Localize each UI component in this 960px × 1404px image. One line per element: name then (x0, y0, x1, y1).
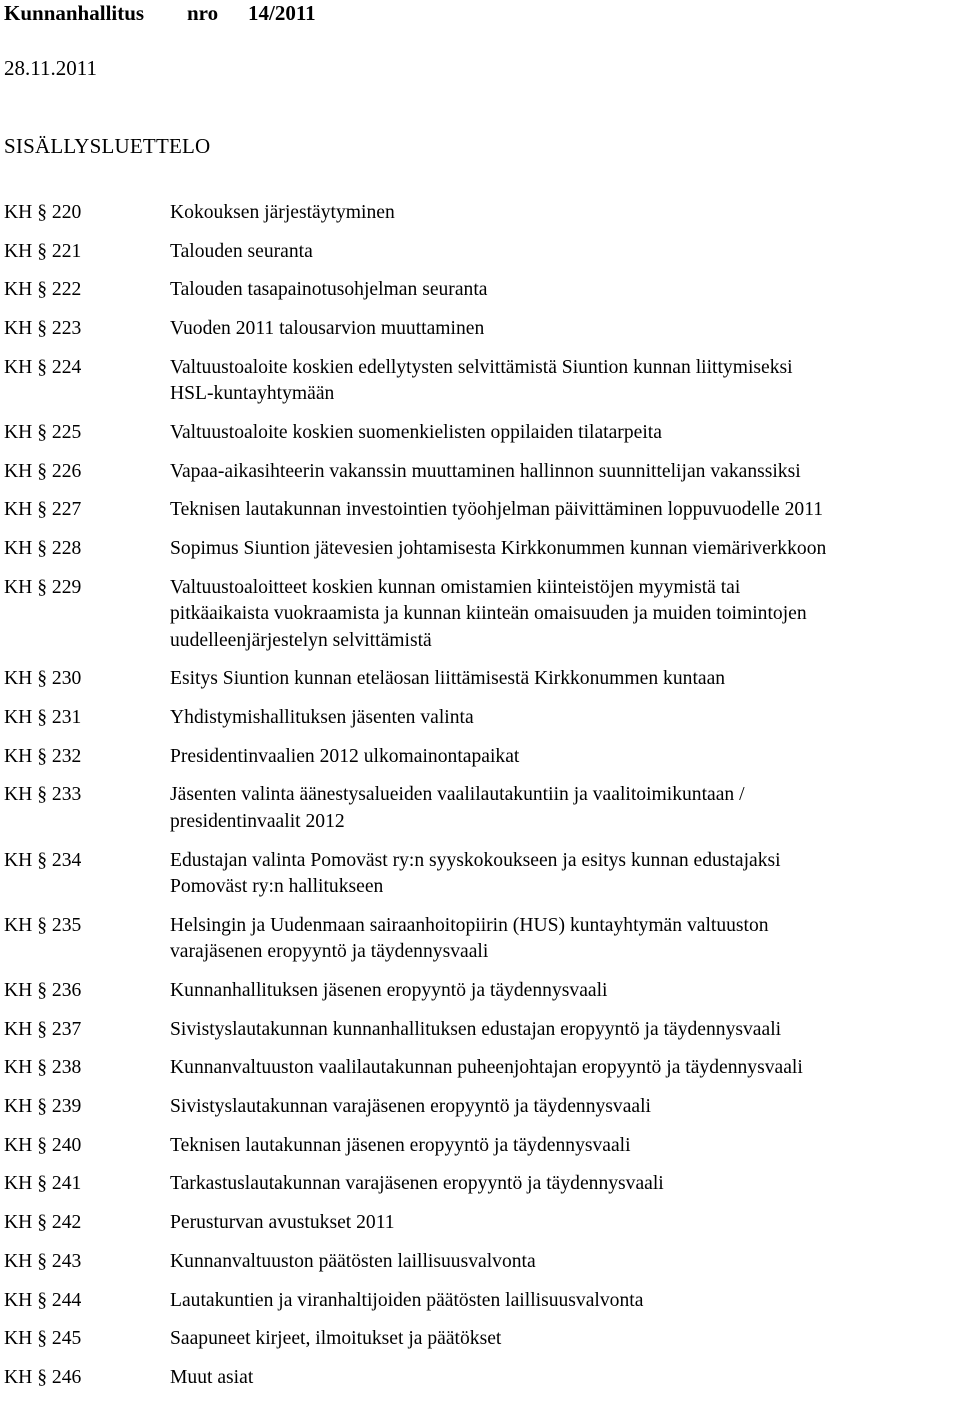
toc-entry-title-line: Kunnanvaltuuston vaalilautakunnan puheenjohtajan eropyyntö ja täydennysvaali (170, 1057, 803, 1079)
toc-entry (4, 536, 956, 563)
toc-entry-title (170, 1210, 956, 1237)
toc-entry (4, 1094, 956, 1121)
toc-entry-number: KH § 223 (4, 318, 82, 340)
table-of-contents (4, 200, 956, 1404)
toc-entry (4, 1249, 956, 1276)
toc-entry (4, 239, 956, 266)
toc-entry-title-line: Teknisen lautakunnan investointien työohjelman päivittäminen loppuvuodelle 2011 (170, 499, 824, 521)
toc-entry-title-line: Valtuustoaloitteet koskien kunnan omistamien kiinteistöjen myymistä tai (170, 576, 741, 598)
toc-entry-title (170, 705, 956, 732)
toc-entry-title-line: Muut asiat (170, 1366, 254, 1388)
toc-entry (4, 705, 956, 732)
toc-entry-number: KH § 222 (4, 279, 82, 301)
toc-entry-title (170, 913, 956, 966)
toc-entry-title-line: Saapuneet kirjeet, ilmoitukset ja päätökset (170, 1328, 502, 1350)
toc-entry (4, 497, 956, 524)
toc-entry (4, 575, 956, 655)
toc-entry-number: KH § 245 (4, 1328, 82, 1350)
toc-entry-number: KH § 229 (4, 576, 82, 598)
toc-entry-number: KH § 237 (4, 1018, 82, 1040)
toc-entry-title-line: Sivistyslautakunnan varajäsenen eropyyntö ja täydennysvaali (170, 1096, 652, 1118)
toc-entry-title (170, 1055, 956, 1082)
toc-entry (4, 666, 956, 693)
toc-entry-title (170, 536, 956, 563)
toc-entry-title-line: uudelleenjärjestelyn selvittämistä (170, 629, 432, 651)
toc-entry (4, 848, 956, 901)
toc-entry (4, 200, 956, 227)
toc-entry (4, 355, 956, 408)
toc-entry-title (170, 782, 956, 835)
toc-entry-number: KH § 242 (4, 1212, 82, 1234)
toc-entry-title-line: Vapaa-aikasihteerin vakanssin muuttaminen hallinnon suunnittelijan vakanssiksi (170, 460, 801, 482)
header-number-value: 14/2011 (248, 1, 316, 25)
toc-entry-number: KH § 220 (4, 202, 82, 223)
toc-entry-title (170, 1171, 956, 1198)
toc-entry-title (170, 316, 956, 343)
toc-entry-title-line: Yhdistymishallituksen jäsenten valinta (170, 707, 474, 729)
toc-entry-number: KH § 233 (4, 784, 82, 806)
toc-entry-number: KH § 224 (4, 356, 82, 378)
toc-entry-title (170, 239, 956, 266)
toc-entry-title (170, 848, 956, 901)
toc-entry-title (170, 978, 956, 1005)
toc-entry-number: KH § 232 (4, 745, 82, 767)
toc-entry-number: KH § 238 (4, 1057, 82, 1079)
toc-entry-number: KH § 235 (4, 914, 82, 936)
toc-entry-title-line: Sivistyslautakunnan kunnanhallituksen edustajan eropyyntö ja täydennysvaali (170, 1018, 782, 1040)
toc-entry (4, 1326, 956, 1353)
toc-entry-number: KH § 240 (4, 1134, 82, 1156)
toc-entry-number: KH § 244 (4, 1289, 82, 1311)
toc-entry-title-line: Valtuustoaloite koskien edellytysten selvittämistä Siuntion kunnan liittymiseksi (170, 356, 793, 378)
toc-entry-title (170, 497, 956, 524)
toc-entry-title-line: Kunnanhallituksen jäsenen eropyyntö ja täydennysvaali (170, 980, 608, 1001)
toc-entry (4, 420, 956, 447)
document-date: 28.11.2011 (4, 56, 97, 80)
toc-entry-title-line: varajäsenen eropyyntö ja täydennysvaali (170, 941, 489, 963)
toc-entry-title (170, 277, 956, 304)
toc-entry-title-line: Teknisen lautakunnan jäsenen eropyyntö ja täydennysvaali (170, 1134, 631, 1156)
toc-entry-number: KH § 239 (4, 1096, 82, 1118)
toc-entry-title (170, 459, 956, 486)
toc-entry-title-line: Vuoden 2011 talousarvion muuttaminen (170, 318, 485, 340)
toc-entry (4, 1288, 956, 1315)
toc-entry-number: KH § 228 (4, 538, 82, 559)
toc-entry (4, 1171, 956, 1198)
header-organization: Kunnanhallitus (4, 1, 145, 25)
document-header (4, 0, 316, 26)
toc-entry (4, 1017, 956, 1044)
toc-entry-number: KH § 241 (4, 1173, 82, 1195)
toc-entry (4, 1055, 956, 1082)
toc-entry-title-line: pitkäaikaista vuokraamista ja kunnan kiinteän omaisuuden ja muiden toimintojen (170, 603, 807, 625)
toc-entry-title-line: Esitys Siuntion kunnan eteläosan liittämisestä Kirkkonummen kuntaan (170, 668, 726, 690)
toc-entry-title-line: Edustajan valinta Pomoväst ry:n syyskokoukseen ja esitys kunnan edustajaksi (170, 849, 781, 871)
toc-entry-title (170, 744, 956, 771)
toc-title: SISÄLLYSLUETTELO (4, 134, 211, 158)
toc-entry-title (170, 1133, 956, 1160)
toc-entry-title (170, 1094, 956, 1121)
toc-entry-title-line: Helsingin ja Uudenmaan sairaanhoitopiirin (HUS) kuntayhtymän valtuuston (170, 914, 769, 936)
toc-entry-number: KH § 231 (4, 707, 82, 729)
toc-entry-title (170, 1288, 956, 1315)
toc-entry-title (170, 1017, 956, 1044)
toc-entry-title-line: Lautakuntien ja viranhaltijoiden päätösten laillisuusvalvonta (170, 1289, 644, 1311)
toc-entry-title (170, 355, 956, 408)
toc-entry-title (170, 200, 956, 227)
toc-entry (4, 1210, 956, 1237)
toc-entry-title-line: Pomoväst ry:n hallitukseen (170, 876, 384, 898)
toc-entry-title-line: Tarkastuslautakunnan varajäsenen eropyyntö ja täydennysvaali (170, 1173, 664, 1195)
toc-entry (4, 978, 956, 1005)
toc-entry-title-line: Talouden tasapainotusohjelman seuranta (170, 279, 488, 301)
toc-entry (4, 316, 956, 343)
toc-entry-title (170, 666, 956, 693)
toc-entry-number: KH § 236 (4, 980, 82, 1001)
toc-entry-title-line: Presidentinvaalien 2012 ulkomainontapaikat (170, 745, 520, 767)
toc-entry-title-line: Jäsenten valinta äänestysalueiden vaalilautakuntiin ja vaalitoimikuntaan / (170, 784, 745, 806)
toc-entry-title (170, 1365, 956, 1392)
toc-entry-number: KH § 230 (4, 668, 82, 690)
toc-entry-title-line: Sopimus Siuntion jätevesien johtamisesta Kirkkonummen kunnan viemäriverkkoon (170, 538, 827, 559)
toc-entry-title-line: Kokouksen järjestäytyminen (170, 202, 395, 223)
toc-entry-number: KH § 225 (4, 421, 82, 443)
toc-entry-title-line: HSL-kuntayhtymään (170, 383, 335, 405)
toc-entry (4, 277, 956, 304)
toc-entry-number: KH § 234 (4, 849, 82, 871)
header-number-label: nro (187, 1, 219, 25)
toc-entry-title (170, 575, 956, 655)
toc-entry-title (170, 1326, 956, 1353)
toc-entry-title-line: Valtuustoaloite koskien suomenkielisten oppilaiden tilatarpeita (170, 421, 662, 443)
toc-entry-title-line: Talouden seuranta (170, 240, 313, 262)
toc-entry (4, 1133, 956, 1160)
toc-entry-number: KH § 226 (4, 460, 82, 482)
toc-entry-title (170, 1249, 956, 1276)
toc-entry-title (170, 420, 956, 447)
toc-entry-number: KH § 227 (4, 499, 82, 521)
toc-entry (4, 782, 956, 835)
toc-entry (4, 744, 956, 771)
toc-entry-number: KH § 221 (4, 240, 82, 262)
toc-entry (4, 459, 956, 486)
toc-entry-number: KH § 246 (4, 1366, 82, 1388)
toc-entry (4, 913, 956, 966)
toc-entry-title-line: Kunnanvaltuuston päätösten laillisuusvalvonta (170, 1250, 536, 1272)
toc-entry-title-line: Perusturvan avustukset 2011 (170, 1212, 395, 1234)
toc-entry-title-line: presidentinvaalit 2012 (170, 810, 345, 832)
toc-entry-number: KH § 243 (4, 1250, 82, 1272)
toc-entry (4, 1365, 956, 1392)
